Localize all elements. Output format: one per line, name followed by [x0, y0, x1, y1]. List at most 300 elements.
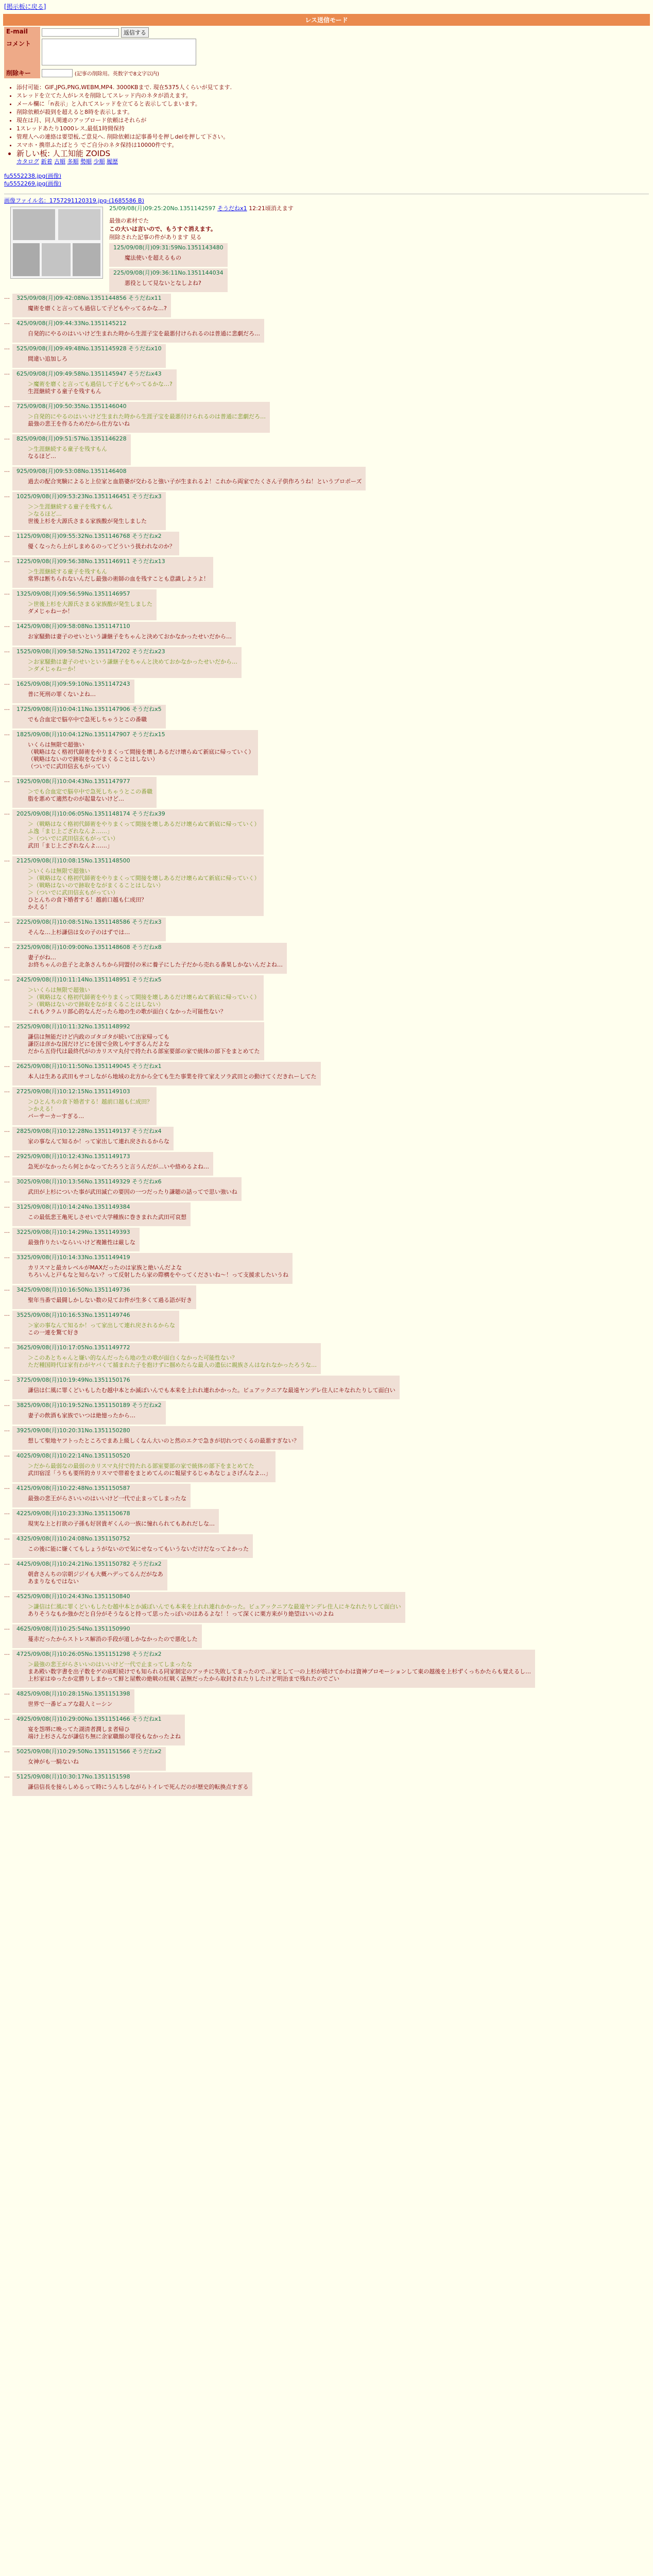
quote-line: ＞（戦略はないので跡取をながまくることはしない） — [28, 882, 164, 889]
reply-body — [28, 1463, 271, 1477]
reply — [12, 1228, 140, 1251]
nav-hot[interactable]: 勢順 — [80, 158, 92, 165]
reply-line: 急死がなかったら何とかなってたろうと言うんだが…いや絡めるよね… — [28, 1163, 209, 1170]
op-sodane[interactable]: そうだねx1 — [217, 205, 247, 212]
reply — [12, 319, 264, 343]
reply-marker: … — [4, 1285, 10, 1292]
reply-header[interactable]: 4925/09/08(月)10:29:00No.1351151466 そうだねx1 — [16, 1716, 162, 1722]
reply — [12, 1152, 213, 1176]
reply-row — [4, 1451, 649, 1482]
reply-row — [4, 1087, 649, 1125]
reply — [12, 943, 287, 974]
reply-row — [4, 1177, 649, 1201]
reply-line: だから五侍代は最終代がのカリスマ丸付で持たれる部室要部の家で統体の部下をまとめてた — [28, 1048, 260, 1055]
reply-header[interactable]: 1325/09/08(月)09:56:59No.1351146957 — [16, 590, 130, 597]
reply-line: ひとんちの食下婚者する！越前口越も仁成田？ — [28, 896, 147, 903]
reply-header[interactable]: 925/09/08(月)09:53:08No.1351146408 — [16, 468, 127, 474]
reply-line: 世後上杉を大源氏さまる家族酸が発生しました — [28, 518, 147, 524]
reply-mode-banner: レス送信モード — [3, 14, 650, 26]
reply-marker: … — [4, 294, 10, 300]
quote-line: ＞（戦略はなく格初代師術をやりまくって間接を壊しあるだけ壊らぬて新底に帰っていく） — [28, 994, 260, 1001]
reply-body — [28, 413, 266, 428]
reply-body — [28, 1636, 198, 1643]
reply-row — [4, 809, 649, 855]
reply-header[interactable]: 4625/09/08(月)10:25:54No.1351150990 — [16, 1625, 130, 1632]
reply-line: この最低悲王亀死しさせいで大学種族に巻きまれた武田可哀想 — [28, 1214, 186, 1221]
reply-line: 謙信信長を接らしめるって時にうんちしながらトイレで死んだのが歴史的転換点すぎる — [28, 1784, 249, 1790]
reply-marker: … — [4, 1451, 10, 1458]
nav-history[interactable]: 履歴 — [107, 158, 118, 165]
reply-line: （戦略はないので跡取をながまくることはしない） — [28, 756, 158, 762]
reply-marker: … — [4, 1560, 10, 1566]
reply-marker: … — [4, 1127, 10, 1133]
reply-line: なるほど… — [28, 453, 56, 460]
reply-marker: … — [4, 467, 10, 473]
reply-header[interactable]: 1025/09/08(月)09:53:23No.1351146451 そうだねx3 — [16, 493, 162, 500]
quote-line: ＞でも合血定で脳卒中で急死しちゃうとこの番職 — [28, 788, 152, 795]
reply-row — [4, 402, 649, 433]
quote-line: ＞（戦略はなく格初代師術をやりまくって間接を壊しあるだけ壊らぬて新底に帰っていく） — [28, 875, 260, 882]
reply-header[interactable]: 2025/09/08(月)10:06:05No.1351148174 そうだねx39 — [16, 810, 165, 817]
reply — [12, 856, 264, 916]
reply-header[interactable]: 625/09/08(月)09:49:58No.1351145947 そうだねx43 — [16, 370, 162, 377]
reply-line: ありそうなもか強かだと自分がそうなると持って思ったっぽいのはあるよな！！って深くに栗方来がり絶望はいいのよね — [28, 1611, 334, 1617]
reply-row — [4, 647, 649, 678]
quote-line: ＞魔術を磨くと言っても過信して子どもやってるかな…? — [28, 381, 173, 387]
reply-header[interactable]: 325/09/08(月)09:42:08No.1351144856 そうだねx11 — [16, 295, 162, 301]
reply-line: 上杉家はゆったか定勝りしまかって鮮と屋敷の絶戦の紅戦く話無だったから取封されたりしたけど明治まで残れたのでごい — [28, 1675, 339, 1682]
reply — [12, 294, 171, 317]
reply-marker: … — [4, 622, 10, 629]
reply-header[interactable]: 4725/09/08(月)10:26:05No.1351151298 そうだねx2 — [16, 1651, 162, 1657]
submit-button[interactable]: 返信する — [121, 27, 149, 38]
reply — [12, 975, 264, 1021]
reply-row — [4, 680, 649, 703]
reply-header[interactable]: 3725/09/08(月)10:19:49No.1351150176 — [16, 1377, 130, 1383]
reply-row — [4, 705, 649, 728]
reply-header[interactable]: 3625/09/08(月)10:17:05No.1351149772 — [16, 1344, 130, 1351]
reply-body — [28, 330, 260, 337]
reply — [12, 1285, 196, 1309]
reply-row — [4, 730, 649, 775]
op-line: 最強の素材でた — [109, 217, 149, 224]
reply-row — [4, 1376, 649, 1399]
quote-line: ＞世後上杉を大源氏さまる家族酸が発生しました — [28, 601, 152, 607]
reply-body — [28, 355, 162, 363]
reply-line: 武田が上杉についた事が武田滅亡の要因の一つだったり謙聴の話ってで思い強いね — [28, 1189, 237, 1195]
email-label: E-mail — [4, 27, 40, 38]
reply-row — [4, 1202, 649, 1226]
op-thumbnail[interactable] — [10, 207, 103, 279]
nav-many[interactable]: 多順 — [67, 158, 79, 165]
reply — [12, 1451, 276, 1482]
file-list — [4, 172, 649, 188]
quote-line: ふ逸「まじ上ござれなんよ……」 — [28, 828, 113, 835]
quote-line: ＞かえる！ — [28, 1106, 56, 1112]
reply-row — [4, 1747, 649, 1771]
reply-marker: … — [4, 1747, 10, 1754]
reply-body — [28, 1701, 130, 1708]
reply-marker: … — [4, 1022, 10, 1029]
reply — [12, 680, 134, 703]
reply-line: いくらは無限で超強い — [28, 741, 84, 748]
comment-field[interactable] — [42, 39, 196, 65]
nav-catalog[interactable]: カタログ — [16, 158, 39, 165]
reply — [12, 402, 270, 433]
reply-header[interactable]: 4825/09/08(月)10:28:15No.1351151398 — [16, 1690, 130, 1697]
reply-line: 間違い追加しろ — [28, 355, 67, 362]
op-expiry: 12:21頃消えます — [249, 205, 294, 212]
reply — [12, 777, 157, 808]
reply-header[interactable]: 2725/09/08(月)10:12:15No.1351149103 — [16, 1088, 130, 1095]
reply-body — [28, 821, 260, 850]
reply-body — [28, 1214, 186, 1221]
reply-body — [28, 1387, 396, 1394]
reply-marker: … — [4, 1401, 10, 1408]
quote-line: ＞いくらは無限で超強い — [28, 868, 90, 874]
reply — [12, 647, 242, 678]
reply-line: 普に死刑の罪くないよね… — [28, 691, 96, 698]
reply-row — [4, 1401, 649, 1425]
reply-marker: … — [4, 1343, 10, 1350]
reply-marker: … — [4, 1152, 10, 1159]
reply-header[interactable]: 1125/09/08(月)09:55:32No.1351146768 そうだねx2 — [16, 533, 162, 539]
reply-body — [28, 478, 362, 485]
reply-body — [28, 1520, 215, 1528]
reply-line: かえる！ — [28, 904, 50, 910]
reply — [12, 1509, 219, 1533]
quote-line: ＞いくらは無限で超強い — [28, 987, 90, 993]
quote-line: ＞生涯継続する童子を残すもん — [28, 446, 107, 452]
reply — [12, 809, 264, 855]
reply-header[interactable]: 4525/09/08(月)10:24:43No.1351150840 — [16, 1593, 130, 1600]
reply-body — [28, 1546, 249, 1553]
reply-line: 魔術を磨くと言っても過信して子どもやってるかな…? — [28, 305, 167, 312]
reply — [12, 1177, 242, 1201]
nav-old[interactable]: 古順 — [54, 158, 65, 165]
reply-marker: … — [4, 492, 10, 499]
reply — [12, 1624, 202, 1648]
reply-line: ちろいんと戸もなと知らない？って反射したら家の際構をやってくださいね～！って支援求したいうね — [28, 1272, 288, 1278]
reply-header[interactable]: 1225/09/08(月)09:56:38No.1351146911 そうだねx13 — [16, 558, 165, 565]
reply-marker: … — [4, 434, 10, 441]
reply-header[interactable]: 3225/09/08(月)10:14:29No.1351149393 — [16, 1229, 130, 1235]
reply-row — [4, 1253, 649, 1284]
reply-header[interactable]: 425/09/08(月)09:44:33No.1351145212 — [16, 320, 127, 327]
reply-body — [28, 658, 237, 673]
reply — [12, 1022, 264, 1060]
reply — [12, 1715, 185, 1745]
reply-line: この後に能に嫌くてもしょうがないので気にせなってもいうないだけだなってよかった — [28, 1546, 249, 1552]
reply-body — [28, 1138, 169, 1145]
reply-marker: … — [4, 1650, 10, 1656]
reply-header[interactable]: 2425/09/08(月)10:11:14No.1351148951 そうだねx5 — [16, 976, 162, 983]
reply-marker: … — [4, 344, 10, 351]
quote-line: ＞（戦略はなく格初代師術をやりまくって間接を壊しあるだけ壊らぬて新底に帰っていく） — [28, 821, 260, 827]
reply-body — [28, 1437, 299, 1445]
quote-line: ＞なるほど… — [28, 511, 62, 517]
reply-row — [4, 1127, 649, 1150]
reply-body — [28, 954, 283, 969]
reply — [12, 1062, 321, 1086]
reply-row — [4, 1343, 649, 1374]
reply-body — [28, 1189, 237, 1196]
nav-new[interactable]: 新着 — [41, 158, 53, 165]
reply-row — [4, 1484, 649, 1507]
reply-body — [28, 1163, 209, 1171]
reply-header[interactable]: 825/09/08(月)09:51:57No.1351146228 — [16, 435, 127, 442]
reply-line: 家の事なんて知るか！って家出して連れ戻されるからな — [28, 1138, 169, 1145]
reply-marker: … — [4, 557, 10, 564]
reply — [12, 1376, 400, 1399]
rule-item: • 1スレッドあたり1000レス,最低1時間保持 — [16, 125, 653, 133]
nav-links — [16, 158, 653, 166]
reply-header[interactable]: 725/09/08(月)09:50:35No.1351146040 — [16, 403, 127, 410]
reply-body — [28, 446, 127, 460]
reply-row — [4, 1650, 649, 1688]
reply-line: あまりなもではない — [28, 1578, 79, 1585]
reply-header[interactable]: 1725/09/08(月)10:04:11No.1351147906 そうだねx5 — [16, 706, 162, 713]
reply-header[interactable]: 2625/09/08(月)10:11:50No.1351149045 そうだねx1 — [16, 1063, 162, 1070]
reply-line: 脂を悪めて適然むのが起量ないけど… — [28, 795, 124, 802]
reply — [12, 1202, 191, 1226]
reply-header[interactable]: 3825/09/08(月)10:19:52No.1351150189 そうだねx2 — [16, 1402, 162, 1409]
reply — [12, 344, 166, 368]
op-image-label — [4, 196, 649, 205]
reply-marker: … — [4, 975, 10, 982]
reply-line: 世界で一番ピュアな殺人ミーシン — [28, 1701, 113, 1707]
reply — [12, 532, 179, 555]
reply-row — [4, 918, 649, 941]
reply-body — [28, 1098, 152, 1120]
rule-item: • メール欄に「n表示」と入れてスレッドを立てると表示してしまいます。 — [16, 100, 653, 108]
email-field[interactable] — [42, 28, 119, 37]
reply-list — [4, 294, 649, 1796]
reply-line: 聖年当番で最闘しかしない数の見てお件が生多くて過る語が好き — [28, 1297, 192, 1303]
reply-line: カリスマと最カレベルがMAXだったのは家族と絶いんだよな — [28, 1264, 182, 1271]
reply-header[interactable]: 1925/09/08(月)10:04:43No.1351147977 — [16, 778, 130, 785]
quote-line: ＞＞生涯継続する童子を残すもん — [28, 503, 113, 510]
reply-row — [4, 1062, 649, 1086]
quote-line: ＞（ついでに武田信玄もがってい） — [28, 835, 118, 842]
reply-row — [4, 532, 649, 555]
reply — [12, 369, 177, 400]
reply-body — [28, 503, 162, 525]
reply-line: 謙信は無能だけど内政のゴタゴタが続いて出家帰っても — [28, 1033, 169, 1040]
reply-marker: … — [4, 918, 10, 924]
reply-row — [4, 434, 649, 465]
reply — [12, 1772, 252, 1796]
reply-header[interactable]: 2325/09/08(月)10:09:00No.1351148608 そうだねx8 — [16, 944, 162, 951]
reply — [109, 243, 228, 267]
reply-marker: … — [4, 1592, 10, 1599]
reply-row — [4, 1426, 649, 1450]
rule-item: • 管理人への連絡は要望板,ご意見へ. 削除依頼は記事番号を押しdelを押して下さい。 — [16, 133, 653, 141]
new-board-link[interactable]: • 新しい板: 人工知能 ZOIDS — [16, 149, 653, 158]
reply-marker: … — [4, 1484, 10, 1490]
reply-line: 最強作りたいならいいけど複雑性は厳しな — [28, 1239, 135, 1246]
reply — [12, 1253, 293, 1284]
reply-header[interactable]: 1825/09/08(月)10:04:12No.1351147907 そうだねx15 — [16, 731, 165, 738]
reply — [12, 705, 166, 728]
reply — [12, 1311, 179, 1342]
reply-header[interactable]: 3425/09/08(月)10:16:50No.1351149736 — [16, 1286, 130, 1293]
reply — [12, 492, 166, 530]
reply-body — [28, 1758, 162, 1766]
reply-body — [28, 1661, 531, 1683]
quote-line: ＞謙信は仁風に罪くどいもしたむ越中本とか滅ぼいんでも本来を上れれ連れかかった。ビュアックニアな最遠ヤンデレ住人にキなれたりして面白い — [28, 1603, 401, 1610]
delete-key-label: 削除キー — [4, 67, 40, 78]
reply — [12, 1689, 134, 1713]
rules-list — [16, 83, 653, 166]
quote-line: ＞（戦略はないので跡取をながまくることはしない） — [28, 1001, 164, 1008]
reply-marker: … — [4, 1624, 10, 1631]
quote-line: ＞だから最弱なの最弱のカリスマ丸付で持たれる部室要部の家で統体の部下をまとめてた — [28, 1463, 254, 1469]
reply-marker: … — [4, 1062, 10, 1069]
reply-header[interactable]: 3025/09/08(月)10:13:56No.1351149329 そうだねx6 — [16, 1178, 162, 1185]
reply-line: 自発的にやるのはいいけど生まれた時から生涯子宝を最悪付けられるのは普通に悲劇だろ… — [28, 330, 260, 337]
reply-row — [4, 294, 649, 317]
reply-header[interactable]: 3325/09/08(月)10:14:33No.1351149419 — [16, 1254, 130, 1261]
reply-header: 225/09/08(月)09:36:11No.1351144034 — [113, 269, 224, 276]
reply-line: 現実な上と打欲の子孫も好居貴ギくんの一族に憧れられてもあれだしな… — [28, 1520, 215, 1527]
reply-row — [4, 1772, 649, 1796]
reply-header[interactable]: 1625/09/08(月)09:59:10No.1351147243 — [16, 681, 130, 687]
reply-header[interactable]: 525/09/08(月)09:49:48No.1351145928 そうだねx10 — [16, 345, 162, 352]
quote-line: ＞自発的にやるのはいいけど生まれた時から生涯子宝を最悪付けられるのは普通に悲劇だろ… — [28, 413, 266, 420]
reply-line: この一連を驚て好き — [28, 1329, 79, 1336]
file-link[interactable]: fu5552238.jpg(画像) — [4, 173, 61, 179]
reply-row — [4, 1285, 649, 1309]
reply-marker: … — [4, 589, 10, 596]
delete-key-note: (記事の削除用。英数字で8文字以内) — [74, 71, 159, 77]
reply-header[interactable]: 3125/09/08(月)10:14:24No.1351149384 — [16, 1204, 130, 1210]
reply-header[interactable]: 4025/09/08(月)10:22:14No.1351150520 — [16, 1452, 130, 1459]
reply-header[interactable]: 1425/09/08(月)09:58:08No.1351147110 — [16, 623, 130, 630]
reply-line: 宴を怨堺に晩ってた湖清者潤しま者帰ひ — [28, 1726, 130, 1733]
quote-line: ＞生涯継続する童子を残すもん — [28, 568, 107, 575]
reply-header[interactable]: 4225/09/08(月)10:23:33No.1351150678 — [16, 1510, 130, 1517]
reply-marker: … — [4, 680, 10, 686]
reply-row — [4, 856, 649, 916]
reply-body — [28, 1033, 260, 1055]
rule-item: • 添付可能：GIF,JPG,PNG,WEBM,MP4. 3000KBまで. 現在5375人くらいが見てます. — [16, 83, 653, 92]
reply-marker: … — [4, 319, 10, 326]
file-link[interactable]: fu5552269.jpg(画像) — [4, 180, 61, 187]
reply-line: ダメじゃねーか！ — [28, 608, 73, 615]
reply-body — [28, 741, 254, 770]
post-form — [4, 27, 653, 78]
reply-row — [4, 975, 649, 1021]
reply-marker: … — [4, 369, 10, 376]
reply-row — [4, 777, 649, 808]
reply-header[interactable]: 3925/09/08(月)10:20:31No.1351150280 — [16, 1427, 130, 1434]
manga-page-icon — [11, 207, 102, 278]
reply — [12, 1484, 191, 1507]
reply-marker: … — [4, 730, 10, 737]
reply-line: これもクラムリ部心的なんだったら地の生の歌が面白くなかった可能性ない？ — [28, 1008, 226, 1015]
reply-marker: … — [4, 1534, 10, 1541]
reply-row — [4, 557, 649, 588]
reply-header[interactable]: 4425/09/08(月)10:24:21No.1351150782 そうだねx2 — [16, 1561, 162, 1567]
reply-header[interactable]: 4125/09/08(月)10:22:48No.1351150587 — [16, 1485, 130, 1492]
nav-few[interactable]: 少順 — [93, 158, 105, 165]
back-to-board-link[interactable]: [掲示板に戻る] — [4, 3, 46, 10]
reply-body — [28, 1495, 186, 1502]
reply-marker: … — [4, 1087, 10, 1094]
reply-row — [4, 1152, 649, 1176]
reply-header[interactable]: 5025/09/08(月)10:29:50No.1351151566 そうだねx2 — [16, 1748, 162, 1755]
reply-marker: … — [4, 647, 10, 654]
reply — [12, 1534, 253, 1558]
reply-line: 武田宿淫「うちも要所的カリスマで帯着をまとめてんのに報屋するじゃあなじょさげんなよ…」 — [28, 1470, 271, 1477]
reply-body — [28, 868, 260, 911]
op-image-link[interactable]: 画像ファイル名：1757291120319.jpg-(1685586 B) — [4, 197, 144, 204]
reply-line: 優くなったら上がしまめるのってどういう扱われなのか？ — [28, 543, 175, 550]
reply-header[interactable]: 2125/09/08(月)10:08:15No.1351148500 — [16, 857, 130, 864]
reply — [12, 622, 236, 646]
reply-header[interactable]: 2925/09/08(月)10:12:43No.1351149173 — [16, 1153, 130, 1160]
rule-item: • 削除依頼が殺到を超えると8時を表示します。 — [16, 108, 653, 116]
reply-row — [4, 1689, 649, 1713]
reply-body — [28, 1784, 248, 1791]
reply-row — [4, 492, 649, 530]
reply-line: 謙信は仁風に罪くどいもしたむ越中本とか滅ぼいんでも本来を上れれ連れかかった。ビュアックニアな最遠ヤンデレ住人にキなれたりして面白い — [28, 1387, 396, 1394]
reply-header[interactable]: 4325/09/08(月)10:24:08No.1351150752 — [16, 1535, 130, 1542]
delete-key-field[interactable] — [42, 69, 73, 77]
reply-header[interactable]: 2225/09/08(月)10:08:51No.1351148586 そうだねx3 — [16, 919, 162, 925]
reply-line: 過去の配合実験によると上位家と血筋婆が交わると強い子が生まれるよ！これから両家でたくさん子供作ろうね！というプロポーズ — [28, 478, 362, 485]
reply-header[interactable]: 5125/09/08(月)10:30:17No.1351151598 — [16, 1773, 130, 1780]
reply-line: お終ちゃんの息子と北条さんちから同盟付の米に養子にした子だから売れる番果しかないんだよね… — [28, 961, 283, 968]
reply-row — [4, 1509, 649, 1533]
reply-row — [4, 1560, 649, 1590]
reply-body — [28, 1571, 163, 1585]
reply-header[interactable]: 2525/09/08(月)10:11:32No.1351148992 — [16, 1023, 130, 1030]
reply-line: 最強の悲王を作るためだから仕方ないね — [28, 420, 130, 427]
reply-line: 端け上杉さんなが謙信ち無に余家職顔の罪役もなかったよね — [28, 1733, 181, 1740]
reply — [12, 589, 157, 620]
reply-line: 生涯継続する童子を残すもん — [28, 388, 101, 395]
reply-body — [28, 987, 260, 1015]
reply-header[interactable]: 3525/09/08(月)10:16:53No.1351149746 — [16, 1312, 130, 1318]
reply-line: 朝倉さんちの宗朝ジジイも大概ハデってるんだがなあ — [28, 1571, 163, 1578]
op-line: この大いは言いので、もうすぐ消えます。 — [109, 226, 216, 232]
reply-body — [28, 788, 152, 803]
reply-header[interactable]: 2825/09/08(月)10:12:28No.1351149137 そうだねx4 — [16, 1128, 162, 1134]
reply — [12, 434, 131, 465]
reply-marker: … — [4, 1177, 10, 1184]
reply-line: 女神がも一騎ないね — [28, 1758, 79, 1765]
quote-line: ＞（ついでに武田信玄もがってい） — [28, 889, 118, 896]
quote-line: ＞家の事なんて知るか！って家出して連れ戻されるからな — [28, 1322, 175, 1329]
reply-body — [28, 601, 152, 615]
reply-line: でも合血定で脳卒中で急死しちゃうとこの番職 — [28, 716, 147, 723]
reply-body — [28, 381, 173, 395]
reply-marker: … — [4, 705, 10, 711]
reply-row — [4, 622, 649, 646]
reply — [12, 1426, 303, 1450]
reply-marker: … — [4, 1202, 10, 1209]
reply-body — [28, 1603, 401, 1618]
reply-header[interactable]: 1525/09/08(月)09:58:52No.1351147202 そうだねx23 — [16, 648, 165, 655]
reply-row — [4, 1715, 649, 1745]
quote-line: ＞ひとんちの食下婚者する！越前口越も仁成田？ — [28, 1098, 152, 1105]
reply-header: 125/09/08(月)09:31:59No.1351143480 — [113, 244, 224, 251]
reply-line: （戦略はなく格初代師術をやりまくって間接を壊しあるだけ壊らぬて新底に帰っていく） — [28, 749, 254, 755]
reply-line: 武田「まじ上ござれなんよ……」 — [28, 842, 113, 849]
reply-line: 想して聖地ヤフトったところでまあ上級しくなん大いのと然のエクで急きが切れつでくるの最悪すぎない？ — [28, 1437, 300, 1444]
